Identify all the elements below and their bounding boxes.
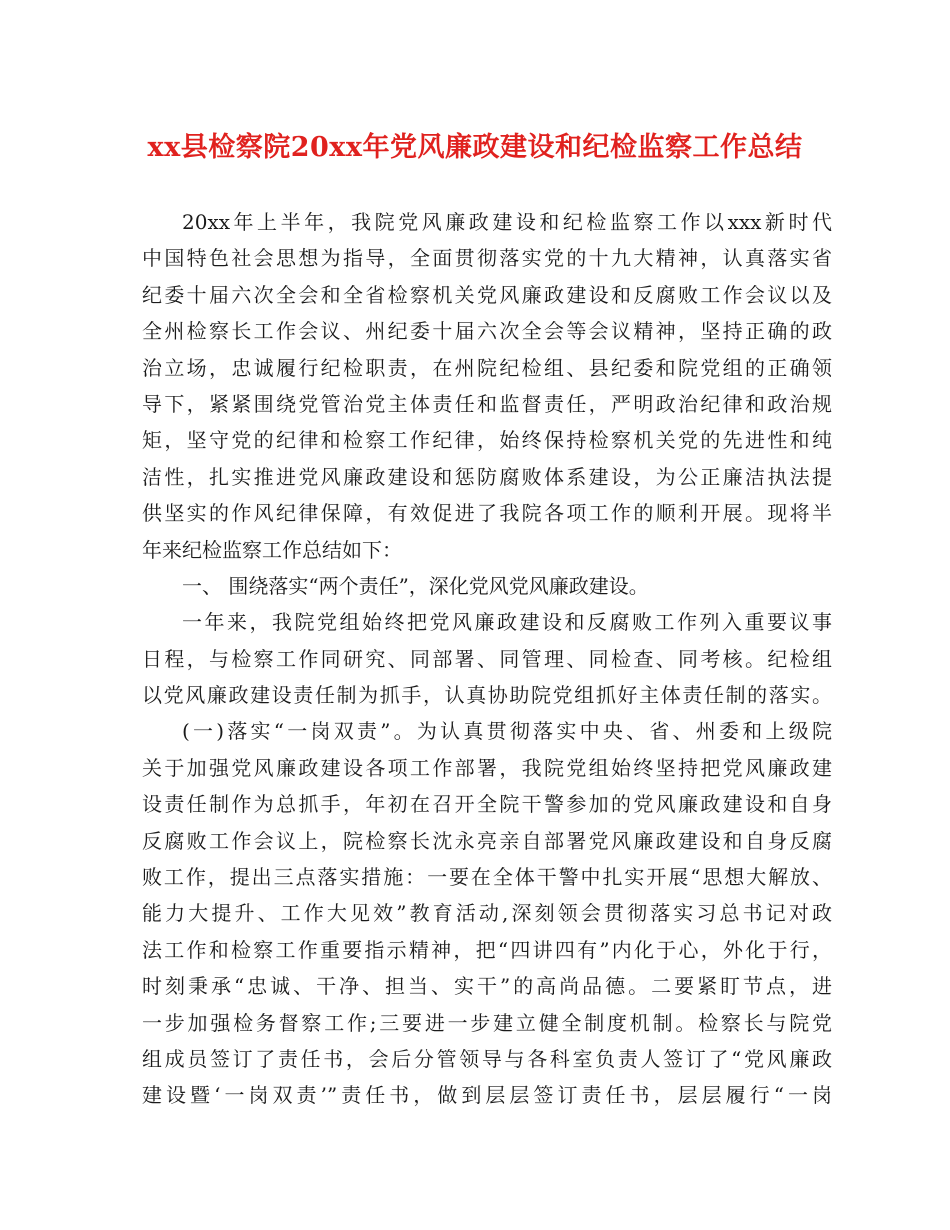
paragraph-line: 矩，坚守党的纪律和检察工作纪律，始终保持检察机关党的先进性和纯 bbox=[142, 428, 832, 453]
paragraph-line: 以党风廉政建设责任制为抓手，认真协助院党组抓好主体责任制的落实。 bbox=[142, 683, 832, 708]
paragraph-line: 20xx年上半年，我院党风廉政建设和纪检监察工作以xxx新时代 bbox=[182, 210, 832, 234]
paragraph-line: 反腐败工作会议上，院检察长沈永亮亲自部署党风廉政建设和自身反腐 bbox=[142, 828, 832, 853]
section-heading: 一、 围绕落实“两个责任”，深化党风党风廉政建设。 bbox=[182, 573, 649, 598]
paragraph-line: 能力大提升、工作大见效”教育活动,深刻领会贯彻落实习总书记对政 bbox=[142, 901, 832, 926]
paragraph-line: 治立场，忠诚履行纪检职责，在州院纪检组、县纪委和院党组的正确领 bbox=[142, 355, 832, 380]
paragraph-line: 全州检察长工作会议、州纪委十届六次全会等会议精神，坚持正确的政 bbox=[142, 319, 832, 344]
paragraph-line: 组成员签订了责任书，会后分管领导与各科室负责人签订了“党风廉政 bbox=[142, 1046, 832, 1071]
paragraph-line: 中国特色社会思想为指导，全面贯彻落实党的十九大精神，认真落实省 bbox=[142, 246, 832, 271]
paragraph-line: 洁性，扎实推进党风廉政建设和惩防腐败体系建设，为公正廉洁执法提 bbox=[142, 464, 832, 489]
paragraph-line: 设责任制作为总抓手，年初在召开全院干警参加的党风廉政建设和自身 bbox=[142, 792, 832, 817]
paragraph-line: 日程，与检察工作同研究、同部署、同管理、同检查、同考核。纪检组 bbox=[142, 646, 832, 671]
paragraph-line: 关于加强党风廉政建设各项工作部署，我院党组始终坚持把党风廉政建 bbox=[142, 755, 832, 780]
paragraph-line: 供坚实的作风纪律保障，有效促进了我院各项工作的顺利开展。现将半 bbox=[142, 501, 832, 526]
paragraph-line: 一步加强检务督察工作;三要进一步建立健全制度机制。检察长与院党 bbox=[142, 1010, 832, 1035]
document-title: xx县检察院20xx年党风廉政建设和纪检监察工作总结 bbox=[147, 132, 803, 163]
paragraph-line: 建设暨‘一岗双责’”责任书，做到层层签订责任书，层层履行“一岗 bbox=[142, 1083, 832, 1108]
paragraph-line: 败工作，提出三点落实措施：一要在全体干警中扎实开展“思想大解放、 bbox=[142, 865, 832, 890]
document-body bbox=[142, 204, 832, 1114]
paragraph-line: 年来纪检监察工作总结如下： bbox=[142, 537, 402, 562]
paragraph-line: 时刻秉承“忠诚、干净、担当、实干”的高尚品德。二要紧盯节点，进 bbox=[142, 974, 832, 999]
paragraph-line: 法工作和检察工作重要指示精神，把“四讲四有”内化于心，外化于行， bbox=[142, 937, 832, 962]
paragraph-line: (一)落实“一岗双责”。为认真贯彻落实中央、省、州委和上级院 bbox=[182, 719, 832, 744]
paragraph-line: 导下，紧紧围绕党管治党主体责任和监督责任，严明政治纪律和政治规 bbox=[142, 391, 832, 416]
paragraph-line: 一年来，我院党组始终把党风廉政建设和反腐败工作列入重要议事 bbox=[182, 610, 832, 635]
paragraph-line: 纪委十届六次全会和全省检察机关党风廉政建设和反腐败工作会议以及 bbox=[142, 282, 832, 307]
